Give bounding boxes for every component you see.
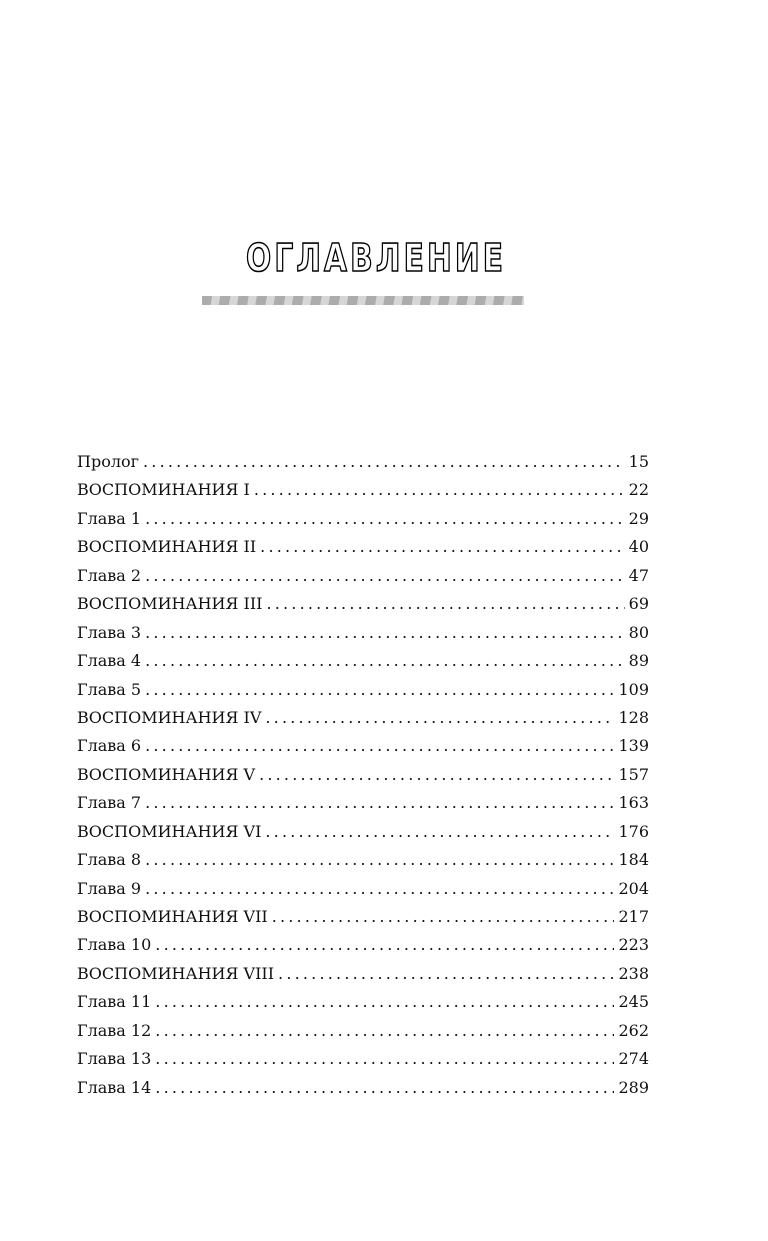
toc-entry[interactable]	[77, 765, 649, 793]
toc-entry[interactable]	[77, 1078, 649, 1106]
toc-entry[interactable]	[77, 680, 649, 708]
dot-leader	[145, 793, 614, 812]
dot-leader	[254, 480, 625, 499]
dot-leader	[145, 736, 614, 755]
toc-entry-page-number: 139	[618, 736, 649, 756]
toc-entry-page-number: 262	[618, 1020, 649, 1040]
toc-entry-title: ВОСПОМИНАНИЯ VIII	[77, 963, 275, 983]
toc-entry-page-number: 89	[628, 651, 649, 671]
toc-entry[interactable]	[77, 452, 649, 480]
dot-leader	[265, 822, 614, 841]
toc-entry[interactable]	[77, 651, 649, 679]
toc-entry-title: ВОСПОМИНАНИЯ I	[77, 480, 250, 500]
toc-entry[interactable]	[77, 879, 649, 907]
toc-entry[interactable]	[77, 623, 649, 651]
toc-heading: ОГЛАВЛЕНИЕ	[246, 236, 507, 280]
dot-leader	[155, 1078, 614, 1097]
toc-entry[interactable]	[77, 509, 649, 537]
toc-entry[interactable]	[77, 907, 649, 935]
toc-entry-title: Глава 14	[77, 1077, 152, 1097]
toc-entry-page-number: 47	[628, 565, 649, 585]
toc-entry[interactable]	[77, 822, 649, 850]
toc-entry-title: Глава 9	[77, 878, 142, 898]
dot-leader	[259, 765, 614, 784]
toc-entry-page-number: 176	[618, 821, 649, 841]
toc-entry-page-number: 69	[628, 594, 649, 614]
toc-entry[interactable]	[77, 1049, 649, 1077]
dot-leader	[266, 594, 624, 613]
dot-leader	[155, 992, 614, 1011]
toc-entry-page-number: 163	[618, 793, 649, 813]
toc-entry-title: Глава 7	[77, 793, 142, 813]
toc-entry-page-number: 274	[618, 1049, 649, 1069]
toc-entry-title: Глава 11	[77, 992, 152, 1012]
toc-entry-title: Глава 12	[77, 1020, 152, 1040]
toc-entry-title: ВОСПОМИНАНИЯ V	[77, 764, 256, 784]
toc-entry-title: ВОСПОМИНАНИЯ IV	[77, 707, 262, 727]
toc-entry[interactable]	[77, 793, 649, 821]
toc-entry-title: Глава 13	[77, 1049, 152, 1069]
dot-leader	[155, 935, 614, 954]
toc-entry-page-number: 204	[618, 878, 649, 898]
toc-entry-title: Глава 2	[77, 565, 142, 585]
toc-entry-page-number: 245	[618, 992, 649, 1012]
heading-underline-decoration	[202, 296, 524, 305]
toc-entry[interactable]	[77, 537, 649, 565]
toc-entry-page-number: 289	[618, 1077, 649, 1097]
toc-entry-page-number: 184	[618, 850, 649, 870]
toc-entry-title: Глава 10	[77, 935, 152, 955]
dot-leader	[260, 537, 624, 556]
toc-entry[interactable]	[77, 736, 649, 764]
toc-entry[interactable]	[77, 992, 649, 1020]
toc-entry-page-number: 128	[618, 707, 649, 727]
toc-entry-page-number: 40	[628, 537, 649, 557]
dot-leader	[155, 1021, 614, 1040]
dot-leader	[272, 907, 615, 926]
toc-entry[interactable]	[77, 594, 649, 622]
toc-entry-title: ВОСПОМИНАНИЯ VII	[77, 907, 268, 926]
dot-leader	[145, 566, 625, 585]
dot-leader	[155, 1049, 614, 1068]
dot-leader	[143, 452, 625, 471]
toc-entry-page-number: 157	[618, 764, 649, 784]
table-of-contents	[77, 452, 649, 1106]
toc-entry-page-number: 15	[628, 452, 649, 471]
toc-entry-title: Глава 3	[77, 622, 142, 642]
toc-entry-title: ВОСПОМИНАНИЯ II	[77, 537, 257, 557]
toc-entry-page-number: 22	[628, 480, 649, 500]
toc-entry-title: Глава 4	[77, 651, 142, 671]
dot-leader	[278, 964, 614, 983]
dot-leader	[145, 623, 625, 642]
dot-leader	[145, 509, 625, 528]
toc-entry-title: Глава 1	[77, 508, 142, 528]
toc-entry-page-number: 238	[618, 963, 649, 983]
toc-entry-page-number: 29	[628, 508, 649, 528]
toc-entry-page-number: 223	[618, 935, 649, 955]
toc-entry[interactable]	[77, 480, 649, 508]
toc-entry[interactable]	[77, 566, 649, 594]
toc-entry[interactable]	[77, 850, 649, 878]
dot-leader	[145, 850, 614, 869]
toc-entry[interactable]	[77, 1021, 649, 1049]
dot-leader	[145, 680, 614, 699]
toc-entry[interactable]	[77, 935, 649, 963]
toc-entry[interactable]	[77, 708, 649, 736]
toc-entry-title: Пролог	[77, 452, 140, 471]
toc-entry-title: Глава 6	[77, 736, 142, 756]
toc-entry-title: ВОСПОМИНАНИЯ III	[77, 594, 263, 614]
dot-leader	[145, 879, 614, 898]
dot-leader	[265, 708, 614, 727]
dot-leader	[145, 651, 625, 670]
toc-entry-title: ВОСПОМИНАНИЯ VI	[77, 821, 262, 841]
toc-entry-title: Глава 8	[77, 850, 142, 870]
toc-entry[interactable]	[77, 964, 649, 992]
toc-entry-title: Глава 5	[77, 679, 142, 699]
toc-entry-page-number: 217	[618, 907, 649, 926]
toc-entry-page-number: 109	[618, 679, 649, 699]
toc-entry-page-number: 80	[628, 622, 649, 642]
